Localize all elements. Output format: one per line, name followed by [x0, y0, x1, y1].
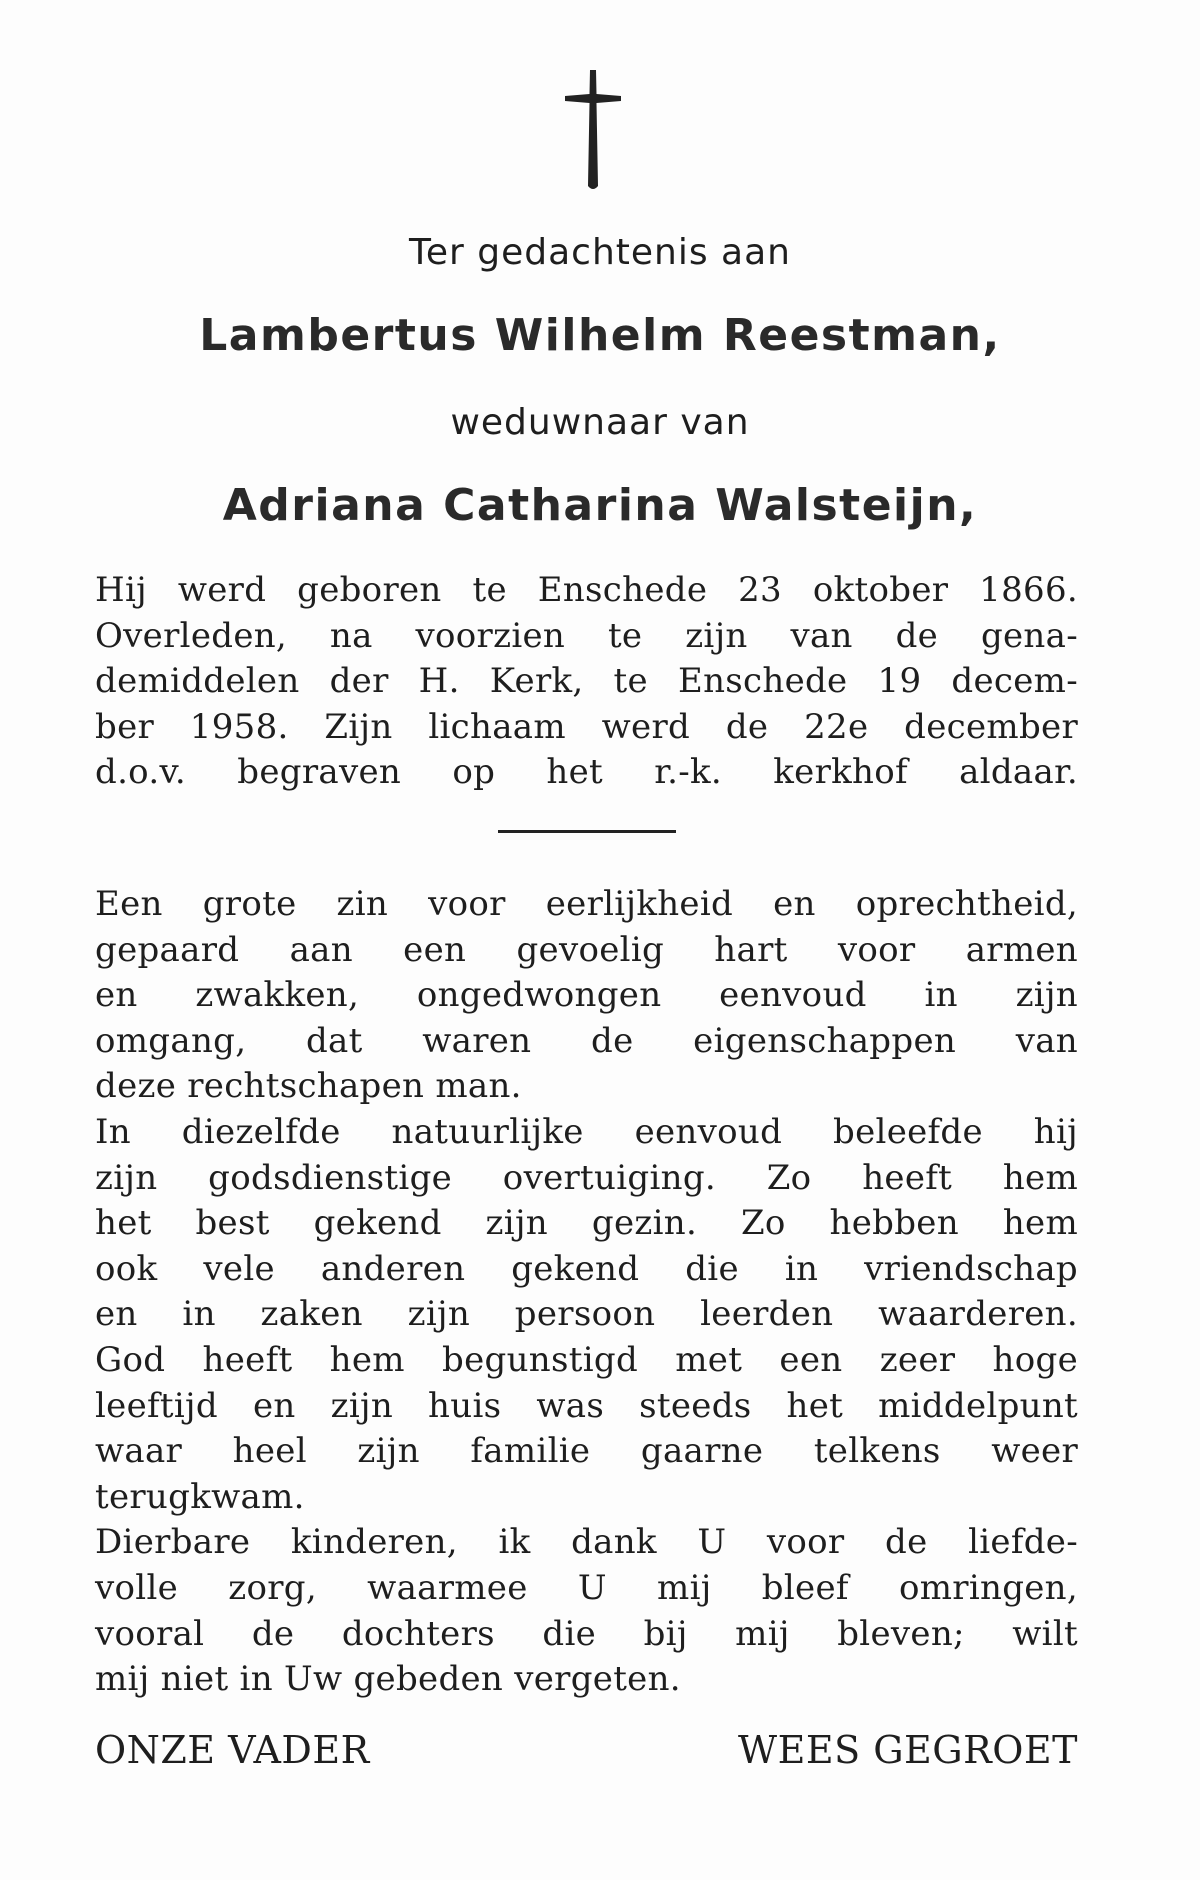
- text-line: Hij werd geboren te Enschede 23 oktober 1866.: [95, 570, 1078, 610]
- cross-icon: [563, 68, 623, 192]
- intro-text: Ter gedachtenis aan: [408, 232, 791, 273]
- text-line: deze rechtschapen man.: [95, 1066, 522, 1107]
- text-line: en zwakken, ongedwongen eenvoud in zijn: [95, 975, 1078, 1016]
- text-line: gepaard aan een gevoelig hart voor armen: [95, 929, 1078, 970]
- text-line: Overleden, na voorzien te zijn van de gena-: [95, 615, 1078, 656]
- text-line: mij niet in Uw gebeden vergeten.: [95, 1659, 681, 1700]
- text-line: waar heel zijn familie gaarne telkens weer: [95, 1431, 1078, 1472]
- text-line: zijn godsdienstige overtuiging. Zo heeft hem: [95, 1157, 1078, 1198]
- divider: [498, 830, 676, 833]
- text-line: ook vele anderen gekend die in vriendschap: [95, 1248, 1078, 1289]
- text-line: vooral de dochters die bij mij bleven; wilt: [95, 1613, 1078, 1654]
- text-line: terugkwam.: [95, 1476, 305, 1517]
- text-line: ber 1958. Zijn lichaam werd de 22e december: [95, 706, 1078, 747]
- text-line: het best gekend zijn gezin. Zo hebben hem: [95, 1203, 1078, 1244]
- text-line: d.o.v. begraven op het r.-k. kerkhof aldaar.: [95, 752, 1078, 793]
- text-line: In diezelfde natuurlijke eenvoud beleefde hij: [95, 1112, 1078, 1152]
- text-line: Een grote zin voor eerlijkheid en oprechtheid,: [95, 884, 1078, 924]
- relation-text: weduwnaar van: [450, 402, 750, 443]
- text-line: leeftijd en zijn huis was steeds het middelpunt: [95, 1385, 1078, 1426]
- text-line: Dierbare kinderen, ik dank U voor de liefde-: [95, 1522, 1078, 1563]
- text-line: en in zaken zijn persoon leerden waarderen.: [95, 1294, 1078, 1335]
- prayer-wees-gegroet: WEES GEGROET: [738, 1728, 1078, 1772]
- text-line: demiddelen der H. Kerk, te Enschede 19 decem-: [95, 661, 1078, 702]
- deceased-name: Lambertus Wilhelm Reestman,: [199, 310, 1001, 361]
- text-line: God heeft hem begunstigd met een zeer hoge: [95, 1340, 1078, 1380]
- text-line: volle zorg, waarmee U mij bleef omringen,: [95, 1568, 1078, 1608]
- prayer-onze-vader: ONZE VADER: [95, 1728, 370, 1772]
- spouse-name: Adriana Catharina Walsteijn,: [222, 480, 978, 531]
- text-line: omgang, dat waren de eigenschappen van: [95, 1020, 1078, 1061]
